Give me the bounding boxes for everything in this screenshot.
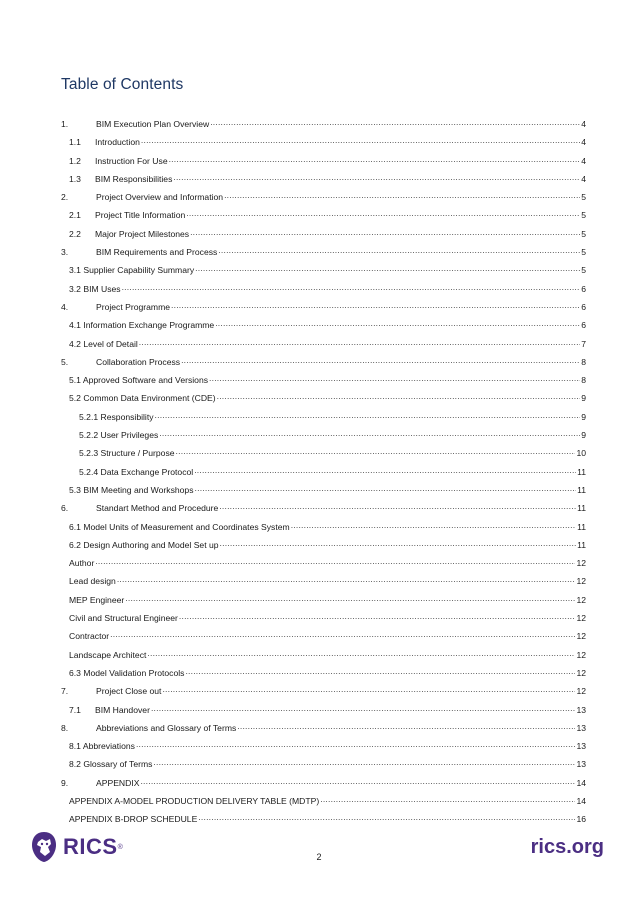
toc-entry[interactable]	[61, 300, 586, 318]
toc-entry[interactable]	[61, 593, 586, 611]
toc-entry-label: BIM Execution Plan Overview	[96, 119, 210, 129]
toc-entry-page: 9	[581, 411, 586, 422]
toc-entry-label: Project Title Information	[95, 210, 186, 221]
toc-entry[interactable]	[61, 391, 586, 409]
dot-leader	[210, 117, 580, 127]
dot-leader	[186, 208, 580, 218]
page-number: 2	[316, 852, 322, 862]
dot-leader	[159, 428, 580, 438]
toc-entry-page: 6	[581, 320, 586, 331]
toc-entry-label: Standart Method and Procedure	[96, 503, 219, 514]
toc-entry-page: 5	[581, 192, 586, 203]
dot-leader	[122, 282, 581, 292]
toc-entry-label: 5.3 BIM Meeting and Workshops	[69, 484, 194, 495]
toc-entry[interactable]	[61, 812, 586, 830]
toc-entry[interactable]	[61, 190, 586, 208]
toc-entry-label: 3.1 Supplier Capability Summary	[69, 265, 195, 276]
rics-logo	[29, 830, 123, 864]
toc-entry[interactable]	[61, 410, 586, 428]
dot-leader	[218, 245, 580, 255]
toc-entry-page: 11	[577, 466, 586, 477]
toc-entry-page: 12	[576, 558, 586, 569]
toc-entry-label: Lead design	[69, 576, 116, 587]
toc-entry-page: 4	[581, 119, 586, 129]
dot-leader	[215, 318, 580, 328]
toc-entry-label: 5.2.3 Structure / Purpose	[79, 448, 175, 459]
toc-entry-label: 6.3 Model Validation Protocols	[69, 667, 185, 678]
toc-entry-number: 7.	[61, 686, 69, 697]
toc-entry-label: BIM Responsibilities	[95, 173, 173, 184]
toc-entry-label: 8.1 Abbreviations	[69, 741, 135, 752]
toc-entry-label: 8.2 Glossary of Terms	[69, 759, 153, 770]
page-title: Table of Contents	[61, 76, 184, 93]
toc-entry-page: 12	[576, 686, 586, 697]
toc-entry-label: Project Overview and Information	[96, 192, 224, 203]
toc-entry-page: 8	[581, 375, 586, 386]
lion-crest-icon	[29, 830, 59, 864]
toc-entry[interactable]	[61, 428, 586, 446]
dot-leader	[147, 648, 575, 658]
toc-entry[interactable]	[61, 556, 586, 574]
toc-entry-page: 14	[576, 777, 586, 788]
toc-entry[interactable]	[61, 373, 586, 391]
toc-entry[interactable]	[61, 245, 586, 263]
toc-entry-number: 1.1	[69, 137, 81, 148]
toc-entry[interactable]	[61, 611, 586, 629]
toc-entry-page: 12	[576, 649, 586, 660]
dot-leader	[139, 337, 580, 347]
toc-entry-page: 12	[576, 594, 586, 605]
toc-entry-page: 8	[581, 356, 586, 367]
toc-entry-page: 5	[581, 228, 586, 239]
dot-leader	[151, 703, 576, 713]
dot-leader	[173, 172, 580, 182]
dot-leader	[195, 263, 580, 273]
dot-leader	[179, 611, 576, 621]
toc-entry-label: APPENDIX A-MODEL PRODUCTION DELIVERY TABLE (MDTP)	[69, 795, 320, 806]
toc-entry-number: 9.	[61, 777, 69, 788]
toc-entry[interactable]	[61, 117, 586, 135]
registered-mark: ®	[117, 843, 123, 851]
dot-leader	[153, 757, 575, 767]
toc-entry[interactable]	[61, 154, 586, 172]
toc-entry-label: Landscape Architect	[69, 649, 147, 660]
toc-entry-label: Abbreviations and Glossary of Terms	[96, 722, 237, 733]
toc-entry-page: 12	[576, 667, 586, 678]
toc-entry-number: 1.3	[69, 173, 81, 184]
dot-leader	[117, 574, 576, 584]
toc-entry[interactable]	[61, 501, 586, 519]
toc-entry[interactable]	[61, 465, 586, 483]
toc-entry-page: 12	[576, 631, 586, 642]
toc-entry-page: 11	[577, 503, 586, 514]
toc-entry[interactable]	[61, 776, 586, 794]
toc-entry-number: 4.	[61, 301, 69, 312]
toc-entry[interactable]	[61, 739, 586, 757]
toc-entry-page: 10	[576, 448, 586, 459]
toc-entry-label: Collaboration Process	[96, 356, 181, 367]
toc-entry-page: 11	[577, 521, 586, 532]
toc-entry-page: 9	[581, 393, 586, 404]
toc-entry[interactable]	[61, 337, 586, 355]
dot-leader	[162, 684, 575, 694]
toc-entry-page: 12	[576, 613, 586, 624]
toc-entry[interactable]	[61, 629, 586, 647]
toc-entry-label: 5.2 Common Data Environment (CDE)	[69, 393, 216, 404]
toc-entry-label: 5.1 Approved Software and Versions	[69, 375, 209, 386]
toc-entry-label: 5.2.1 Responsibility	[79, 411, 154, 422]
toc-entry-label: Major Project Milestones	[95, 228, 190, 239]
dot-leader	[169, 154, 581, 164]
toc-entry[interactable]	[61, 757, 586, 775]
toc-entry-page: 13	[576, 759, 586, 770]
dot-leader	[176, 446, 576, 456]
dot-leader	[110, 629, 575, 639]
dot-leader	[181, 355, 580, 365]
dot-leader	[291, 520, 576, 530]
toc-entry-label: Contractor	[69, 631, 110, 642]
toc-entry-label: 6.2 Design Authoring and Model Set up	[69, 539, 219, 550]
toc-entry-page: 4	[581, 173, 586, 184]
toc-entry[interactable]	[61, 794, 586, 812]
toc-entry-label: Project Close out	[96, 686, 162, 697]
toc-entry-page: 9	[581, 430, 586, 441]
dot-leader	[237, 721, 575, 731]
toc-entry-page: 11	[577, 539, 586, 550]
toc-entry-label: 3.2 BIM Uses	[69, 283, 121, 294]
toc-entry-page: 5	[581, 210, 586, 221]
toc-entry-label: MEP Engineer	[69, 594, 125, 605]
toc-entry-page: 4	[581, 155, 586, 166]
toc-entry[interactable]	[61, 538, 586, 556]
toc-entry-number: 2.2	[69, 228, 81, 239]
toc-entry-number: 8.	[61, 722, 69, 733]
toc-entry-label: 5.2.4 Data Exchange Protocol	[79, 466, 194, 477]
dot-leader	[140, 776, 575, 786]
toc-entry-label: APPENDIX B-DROP SCHEDULE	[69, 814, 198, 825]
toc-entry[interactable]	[61, 282, 586, 300]
toc-entry-label: 4.1 Information Exchange Programme	[69, 320, 215, 331]
toc-entry-label: Introduction	[95, 137, 140, 148]
dot-leader	[95, 556, 575, 566]
dot-leader	[171, 300, 580, 310]
dot-leader	[136, 739, 576, 749]
toc-entry-page: 16	[576, 814, 586, 825]
toc-entry[interactable]	[61, 172, 586, 190]
dot-leader	[195, 483, 577, 493]
toc-entry-number: 1.	[61, 119, 69, 129]
dot-leader	[185, 666, 575, 676]
toc-entry-number: 2.	[61, 192, 69, 203]
toc-entry-page: 5	[581, 265, 586, 276]
toc-entry[interactable]	[61, 355, 586, 373]
toc-entry-page: 13	[576, 741, 586, 752]
toc-entry-label: APPENDIX	[96, 777, 140, 788]
toc-entry[interactable]	[61, 684, 586, 702]
toc-entry-number: 1.2	[69, 155, 81, 166]
toc-entry-number: 6.	[61, 503, 69, 514]
toc-entry-number: 5.	[61, 356, 69, 367]
dot-leader	[125, 593, 575, 603]
toc-entry[interactable]	[61, 648, 586, 666]
toc-entry-page: 6	[581, 301, 586, 312]
toc-entry[interactable]	[61, 263, 586, 281]
dot-leader	[217, 391, 581, 401]
toc-entry[interactable]	[61, 227, 586, 245]
toc-entry-page: 12	[576, 576, 586, 587]
toc-entry-label: 4.2 Level of Detail	[69, 338, 138, 349]
toc-entry-label: BIM Requirements and Process	[96, 247, 218, 258]
dot-leader	[219, 501, 576, 511]
dot-leader	[155, 410, 581, 420]
toc-entry[interactable]	[61, 208, 586, 226]
toc-entry-number: 7.1	[69, 704, 81, 715]
toc-entry-label: Author	[69, 558, 95, 569]
toc-entry[interactable]	[61, 666, 586, 684]
toc-entry[interactable]	[61, 446, 586, 464]
toc-entry[interactable]	[61, 483, 586, 501]
website-link[interactable]: rics.org	[530, 836, 604, 858]
toc-entry-number: 2.1	[69, 210, 81, 221]
toc-entry-label: 6.1 Model Units of Measurement and Coordinates System	[69, 521, 290, 532]
toc-entry-label: Civil and Structural Engineer	[69, 613, 178, 624]
dot-leader	[141, 135, 580, 145]
toc-entry-page: 11	[577, 484, 586, 495]
toc-entry-page: 4	[581, 137, 586, 148]
toc-entry-page: 6	[581, 283, 586, 294]
dot-leader	[209, 373, 580, 383]
toc-entry-number: 3.	[61, 247, 69, 258]
toc-entry-label: Instruction For Use	[95, 155, 168, 166]
toc-entry-label: 5.2.2 User Privileges	[79, 430, 159, 441]
dot-leader	[320, 794, 575, 804]
toc-entry[interactable]	[61, 135, 586, 153]
dot-leader	[194, 465, 576, 475]
toc-entry-page: 13	[576, 722, 586, 733]
toc-entry-page: 13	[576, 704, 586, 715]
toc-entry[interactable]	[61, 574, 586, 592]
dot-leader	[224, 190, 580, 200]
dot-leader	[198, 812, 575, 822]
toc-entry[interactable]	[61, 703, 586, 721]
toc-entry-label: Project Programme	[96, 301, 171, 312]
dot-leader	[220, 538, 577, 548]
table-of-contents	[61, 117, 586, 831]
toc-entry-label: BIM Handover	[95, 704, 150, 715]
toc-entry-page: 14	[576, 795, 586, 806]
toc-entry-page: 5	[581, 247, 586, 258]
toc-entry[interactable]	[61, 520, 586, 538]
dot-leader	[190, 227, 580, 237]
toc-entry[interactable]	[61, 721, 586, 739]
toc-entry[interactable]	[61, 318, 586, 336]
logo-text: RICS	[63, 834, 118, 859]
toc-entry-page: 7	[581, 338, 586, 349]
